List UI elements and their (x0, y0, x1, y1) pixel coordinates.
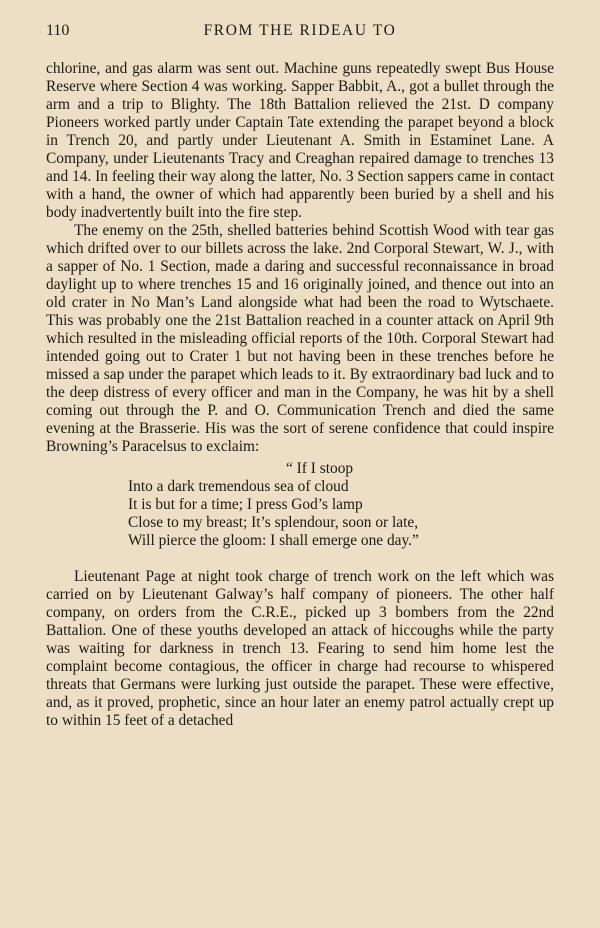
paragraph: chlorine, and gas alarm was sent out. Machine guns repeatedly swept Bus House Reserve where Section 4 was working. Sapper Babbit, A., got a bullet through the arm and a trip to Blighty. The 18th Battalion relieved the 21st. D company Pioneers worked partly under Captain Tate extending the parapet beyond a block in Trench 20, and partly under Lieutenant A. Smith in Estaminet Lane. A Company, under Lieutenants Tracy and Creaghan repaired damage to trenches 13 and 14. In feeling their way along the latter, No. 3 Section sappers came in contact with a hand, the owner of which had apparently been buried by a shell and his body inadvertently built into the fire step. (46, 60, 554, 221)
page-number: 110 (46, 22, 70, 39)
paragraph: Lieutenant Page at night took charge of trench work on the left which was carried on by Lieutenant Galway’s half company of pioneers. The other half company, on orders from the C.R.E., picked up 3 bombers from the 22nd Battalion. One of these youths developed an attack of hiccoughs while the party was waiting for darkness in trench 13. Fearing to send him home lest the complaint become contagious, the officer in charge had recourse to whispered threats that Germans were lurking just outside the parapet. These were effective, and, as it proved, prophetic, since an hour later an enemy patrol actually crept up to within 15 feet of a detached (46, 568, 554, 729)
poem-line: Will pierce the gloom: I shall emerge one day.” (128, 532, 419, 549)
paragraph: The enemy on the 25th, shelled batteries behind Scottish Wood with tear gas which drifted over to our billets across the lake. 2nd Corporal Stewart, W. J., with a sapper of No. 1 Section, made a daring and successful reconnaissance in broad daylight up to where trenches 15 and 16 originally joined, and thence out into an old crater in No Man’s Land alongside what had been the road to Wytschaete. This was probably one the 21st Battalion reached in a counter attack on April 9th which resulted in the misleading official reports of the 10th. Corporal Stewart had intended going out to Crater 1 but not having been in these trenches before he missed a sap under the parapet which leads to it. By extraordinary bad luck and to the deep distress of every officer and man in the Company, he was hit by a shell coming out through the P. and O. Communication Trench and died the same evening at the Brasserie. His was the sort of serene confidence that could inspire Browning’s Paracelsus to exclaim: (46, 222, 554, 455)
page-header (46, 22, 554, 44)
poem-quote (128, 460, 554, 550)
page-body (46, 60, 554, 730)
poem-line: Close to my breast; It’s splendour, soon or late, (128, 514, 419, 531)
poem-line: Into a dark tremendous sea of cloud (128, 478, 349, 495)
running-title: FROM THE RIDEAU TO (203, 22, 397, 39)
spacer (46, 550, 554, 568)
poem-line: “ If I stoop (286, 460, 354, 477)
poem-line: It is but for a time; I press God’s lamp (128, 496, 363, 513)
